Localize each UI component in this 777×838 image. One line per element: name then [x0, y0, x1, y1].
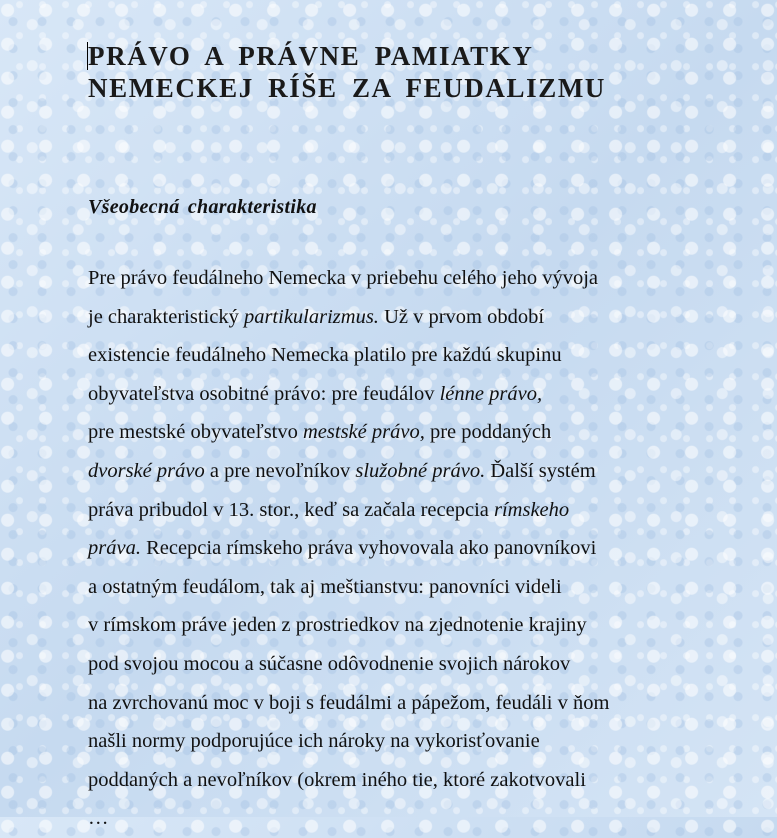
italic-term: dvorské právo [88, 459, 205, 482]
paragraph-line [88, 529, 688, 568]
text-run: pre mestské obyvateľstvo [88, 421, 303, 444]
text-run: Už v prvom období [378, 305, 545, 328]
text-run: a ostatným feudálom, tak aj meštianstvu: panovníci videli [88, 575, 562, 598]
italic-term: práva. [88, 537, 141, 560]
paragraph-line [88, 259, 688, 298]
paragraph-line [88, 799, 688, 838]
text-run: Ďalší systém [485, 459, 596, 482]
text-run: Pre právo feudálneho Nemecka v priebehu celého jeho vývoja [88, 267, 599, 289]
text-run: v rímskom práve jeden z prostriedkov na zjednotenie krajiny [88, 614, 587, 637]
text-run: je charakteristický [88, 305, 244, 328]
italic-term: rímskeho [494, 498, 570, 521]
text-run: pod svojou mocou a súčasne odôvodnenie svojich nárokov [88, 652, 571, 675]
section-heading: Všeobecná charakteristika [88, 196, 317, 218]
text-run: na zvrchovanú moc v boji s feudálmi a pápežom, feudáli v ňom [88, 691, 610, 714]
title-line-2: NEMECKEJ RÍŠE ZA FEUDALIZMU [88, 73, 607, 103]
paragraph-line [88, 413, 688, 452]
paragraph-line [88, 645, 688, 684]
text-run: existencie feudálneho Nemecka platilo pre každú skupinu [88, 344, 562, 367]
paragraph-line [88, 568, 688, 607]
italic-term: lénne právo, [439, 382, 543, 405]
paragraph-line [88, 336, 688, 375]
text-run: našli normy podporujúce ich nároky na vykorisťovanie [88, 730, 540, 753]
text-run: a pre nevoľníkov [204, 459, 356, 482]
body-paragraph [88, 259, 688, 838]
italic-term: služobné právo. [355, 459, 486, 482]
title-line-1: PRÁVO A PRÁVNE PAMIATKY [88, 41, 534, 71]
text-run: pre poddaných [424, 421, 552, 444]
paragraph-line [88, 722, 688, 761]
text-run: Recepcia rímskeho práva vyhovovala ako panovníkovi [140, 537, 597, 560]
text-run: … [88, 807, 109, 830]
paragraph-line [88, 684, 688, 723]
paragraph-line [88, 375, 688, 414]
italic-term: partikularizmus. [243, 305, 379, 328]
italic-term: mestské právo, [303, 421, 425, 444]
paragraph-line [88, 761, 688, 800]
text-run: obyvateľstva osobitné právo: pre feudálov [88, 382, 440, 405]
paragraph-line [88, 452, 688, 491]
text-run: práva pribudol v 13. stor., keď sa začala recepcia [88, 498, 494, 521]
text-run: poddaných a nevoľníkov (okrem iného tie, ktoré zakotvovali [88, 768, 586, 791]
document-title [88, 40, 688, 104]
paragraph-line [88, 491, 688, 530]
paragraph-line [88, 298, 688, 337]
document-page [88, 40, 688, 838]
text-cursor [87, 42, 88, 70]
paragraph-line [88, 606, 688, 645]
